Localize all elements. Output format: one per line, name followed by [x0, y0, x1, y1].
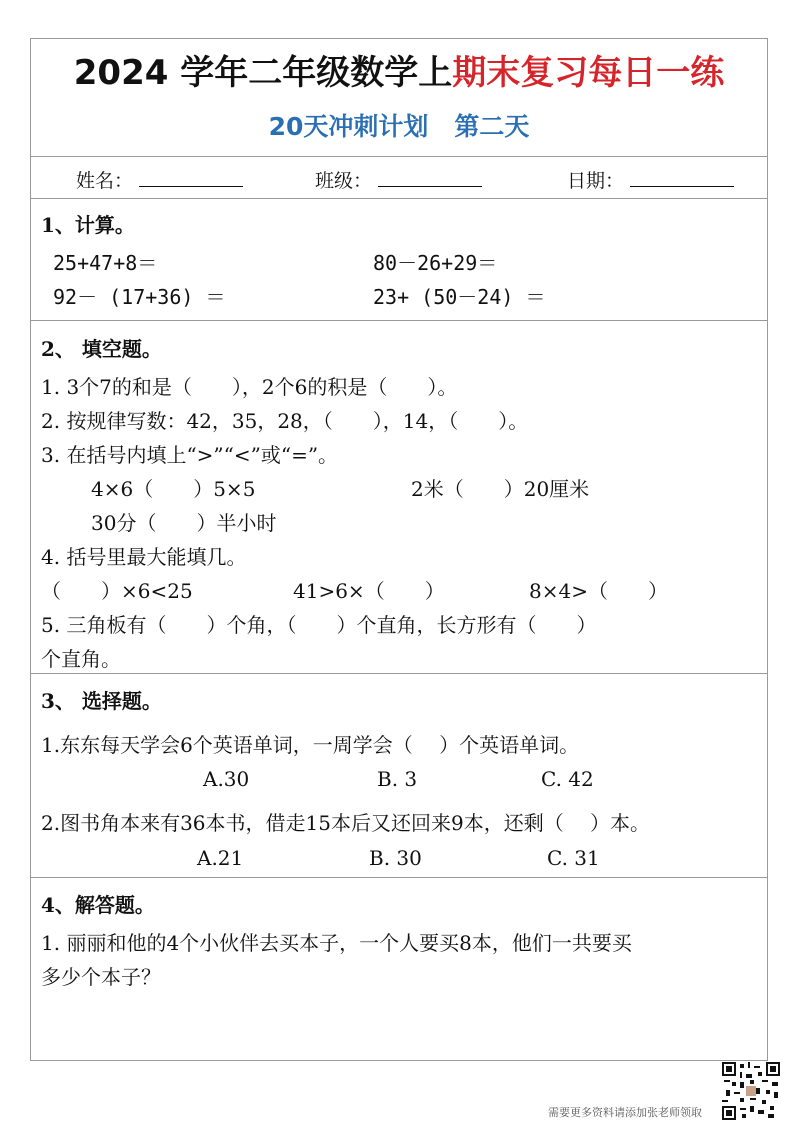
answer-question-1-cont: 多少个本子？ — [41, 965, 161, 989]
choice-2-option-a: A.21 — [197, 846, 244, 870]
subtitle-day: 第二天 — [454, 112, 530, 141]
divider — [31, 156, 767, 157]
footer-note: 需要更多资料请添加张老师领取 — [548, 1106, 702, 1119]
fill-question-4: 4. 括号里最大能填几。 — [41, 545, 247, 569]
max-fill-item-3: 8×4>（ ） — [529, 579, 668, 603]
fill-question-1: 1. 3个7的和是（ ），2个6的积是（ ）。 — [41, 375, 458, 399]
section-4-title: 4、解答题。 — [41, 893, 155, 917]
date-field — [567, 166, 734, 193]
choice-question-1: 1.东东每天学会6个英语单词，一周学会（ ）个英语单词。 — [41, 733, 580, 757]
choice-question-2: 2.图书角本来有36本书，借走15本后又还回来9本，还剩（ ）本。 — [41, 811, 651, 835]
max-fill-item-2: 41>6×（ ） — [293, 579, 445, 603]
name-blank — [139, 170, 243, 187]
compare-item-3: 30分（ ）半小时 — [91, 511, 277, 535]
divider — [31, 198, 767, 199]
date-label: 日期： — [567, 170, 625, 192]
section-3-title: 3、 选择题。 — [41, 689, 162, 713]
class-field — [315, 166, 482, 193]
answer-question-1: 1. 丽丽和他的4个小伙伴去买本子，一个人要买8本，他们一共要买 — [41, 931, 632, 955]
divider — [31, 673, 767, 674]
worksheet-subtitle — [31, 107, 767, 143]
title-part-red: 期末复习每日一练 — [452, 53, 725, 93]
calc-question-1: 25+47+8＝ — [53, 251, 158, 275]
title-part-black: 2024 学年二年级数学上 — [73, 53, 453, 93]
name-field — [76, 166, 243, 193]
worksheet — [30, 38, 768, 1061]
divider — [31, 877, 767, 878]
fill-question-5-cont: 个直角。 — [41, 647, 121, 671]
name-label: 姓名： — [76, 170, 134, 192]
calc-question-3: 92－ (17+36) ＝ — [53, 285, 226, 309]
choice-1-option-a: A.30 — [203, 767, 250, 791]
fill-question-2: 2. 按规律写数：42，35，28，（ ），14，（ ）。 — [41, 409, 529, 433]
worksheet-title — [31, 45, 767, 94]
fill-question-3: 3. 在括号内填上“>”“<”或“=”。 — [41, 443, 339, 467]
subtitle-plan: 20天冲刺计划 — [268, 112, 429, 141]
divider — [31, 320, 767, 321]
compare-item-1: 4×6（ ）5×5 — [91, 477, 256, 501]
class-label: 班级： — [315, 170, 373, 192]
choice-2-option-c: C. 31 — [547, 846, 600, 870]
qr-code-icon — [722, 1062, 780, 1120]
section-1-title: 1、计算。 — [41, 213, 135, 237]
class-blank — [378, 170, 482, 187]
max-fill-item-1: （ ）×6<25 — [41, 579, 193, 603]
calc-question-2: 80－26+29＝ — [373, 251, 498, 275]
compare-item-2: 2米（ ）20厘米 — [411, 477, 590, 501]
choice-2-option-b: B. 30 — [369, 846, 422, 870]
choice-1-option-b: B. 3 — [377, 767, 418, 791]
choice-1-option-c: C. 42 — [541, 767, 594, 791]
date-blank — [630, 170, 734, 187]
section-2-title: 2、 填空题。 — [41, 337, 162, 361]
calc-question-4: 23+ (50－24) ＝ — [373, 285, 546, 309]
fill-question-5: 5. 三角板有（ ）个角，（ ）个直角，长方形有（ ） — [41, 613, 597, 637]
